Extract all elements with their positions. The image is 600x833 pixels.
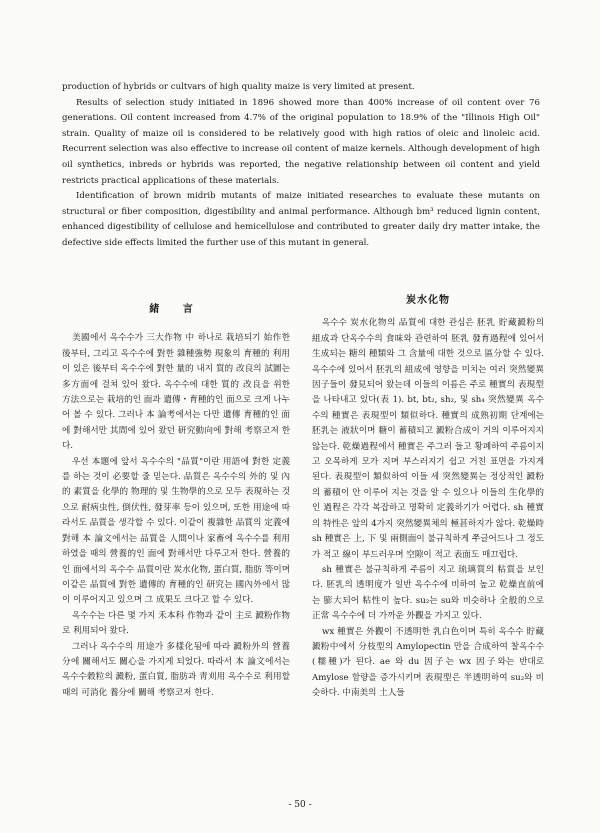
left-paragraph-4: 그러나 옥수수의 用途가 多樣化됨에 따라 澱粉外의 營養分에 關해서도 關心을 가지게 되었다. 따라서 本 論文에서는 옥수수穀粒의 澱粉, 蛋白質, 脂肪과 靑刈用 옥수수로 利用할 때의 可消化 養分에 關해 考察코저 한다. (62, 641, 290, 698)
abstract-paragraph-2: Results of selection study initiated in 1896 showed more than 400% increase of oil content over 76 generations. Oil content increased from 4.7% of the original population to 18.9% of the "Illinois High Oil" strain. Quality of maize oil is considered to be relatively good with high ratios of oleic and linoleic acid. Recurrent selection was also effective to increase oil content of maize kernels. Although development of high oil synthetics, inbreds or hybrids was reported, the negative relationship between oil content and yield restricts practical applications of these materials. (62, 97, 540, 186)
left-column (62, 302, 290, 701)
right-paragraph-1: 옥수수 炭水化物의 品質에 대한 관심은 胚乳 貯藏澱粉의 組成과 단옥수수의 食味와 관련하여 胚乳 發育過程에 있어서 生成되는 糖의 種類와 그 含量에 대한 것으로 區分할 수 있다. 옥수수에 있어서 胚乳의 組成에 영향을 미치는 여러 突然變異因子들이 發見되어 왔는데 이들의 이름은 주로 種實의 表現型을 나타내고 있다(表 1). bt, bt₂, sh₂, 및 sh₄ 突然變異 옥수수의 種實은 表現型이 類似하다. 種實의 成熟初期 단계에는 胚乳는 液狀이며 糖이 蓄積되고 澱粉合成이 거의 이루어지지 않는다. 乾燥過程에서 種實은 주그러 들고 황폐하여 주름이지고 오목하게 모가 지며 부스러지기 쉽고 거친 표면을 가지게 된다. 表現型이 類似하여 이들 세 突然變異는 정상적인 澱粉의 蓄積이 안 이루어 지는 것을 알 수 있으나 이들의 生化學的인 過程은 각각 복잡하고 명확히 定義하기가 어렵다. sh 種實의 特性은 앞의 4가지 突然變異체의 極甚하지가 않다. 乾燥時 sh 種實은 上, 下 및 兩側面이 불규칙하게 쭈글어드나 그 정도가 적고 線이 부드러우며 空隙이 적고 表面도 매끄럽다. (312, 318, 544, 560)
right-paragraph-3: wx 種實은 外觀이 不透明한 乳白色이며 특히 옥수수 貯藏澱粉中에서 分枝型의 Amylopectin 만을 合成하여 찰옥수수(糯種)가 된다. ae 와 du 因子는 wx 因子와는 반대로 Amylose 함량을 증가시키며 表現型은 半透明하여 su₂와 비슷하다. 中南美의 土人들 (312, 626, 544, 699)
left-paragraph-2: 우선 本題에 앞서 옥수수의 "品質"이란 用語에 對한 定義를 하는 것이 必要할 줄 믿는다. 品質은 옥수수의 外的 및 內的 素質을 化學的 物理的 및 生物學的으로 모두 表現하는 것으로 耐病虫性, 倒伏性, 發芽率 등이 있으며, 또한 用途에 따라서도 品質을 생각할 수 있다. 이같이 複雜한 品質의 定義에 對해 本 論文에서는 品質을 人間이나 家畜에 옥수수를 利用하였을 때의 營養的인 面에 對해서만 다루고저 한다. 營養的인 面에서의 옥수수 品質이란 炭水化物, 蛋白質, 脂肪 等이며 이같은 品質에 對한 遺傳的 育種的인 研究는 國內外에서 많이 이루어지고 있으며 그 成果도 크다고 할 수 있다. (62, 456, 290, 606)
left-paragraph-1: 美國에서 옥수수가 三大作物 中 하나로 栽培되기 始作한 後부터, 그리고 옥수수에 對한 雜種強勢 現象의 育種的 利用이 있은 後부터 옥수수에 對한 量的 내지 質的 改良의 試圖는 多方面에 걸쳐 있어 왔다. 옥수수에 대한 質的 改良을 위한 方法으로는 栽培的인 面과 遺傳・育種的인 面으로 크게 나누어 볼 수 있다. 그러나 本 論考에서는 다만 遺傳 育種的인 面에 對해서만 其間에 있어 왔던 研究動向에 對해 考察코저 한다. (62, 333, 290, 452)
page-number: - 50 - (288, 800, 312, 810)
right-column (312, 293, 544, 702)
english-abstract (62, 80, 540, 252)
abstract-paragraph-1: production of hybrids or cultvars of high quality maize is very limited at present. (62, 82, 415, 92)
right-paragraph-2: sh 種實은 불규칙하게 주름이 지고 琉璃質의 粘質을 보인다. 胚乳의 透明度가 일반 옥수수에 비하여 높고 乾燥直前에는 膨大되어 粘性이 높다. su₂는 su와 비슷하나 全般的으로 正常 옥수수에 더 가까운 外觀을 가지고 있다. (312, 564, 544, 622)
section-heading-carbohydrates: 炭水化物 (406, 295, 450, 306)
left-paragraph-3: 옥수수는 다른 몇 가지 禾本科 作物과 같이 主로 澱粉作物로 利用되어 왔다. (62, 610, 290, 637)
abstract-paragraph-3: Identification of brown midrib mutants of maize initiated researches to evaluate these mutants on structural or fiber composition, digestibility and animal performance. Although bm³ reduced lignin content, enhanced digestibility of cellulose and hemicellulose and contributed to greater daily dry matter intake, the defective side effects limited the further use of this mutant in general. (62, 191, 540, 248)
section-heading-introduction: 緒 言 (149, 304, 203, 315)
